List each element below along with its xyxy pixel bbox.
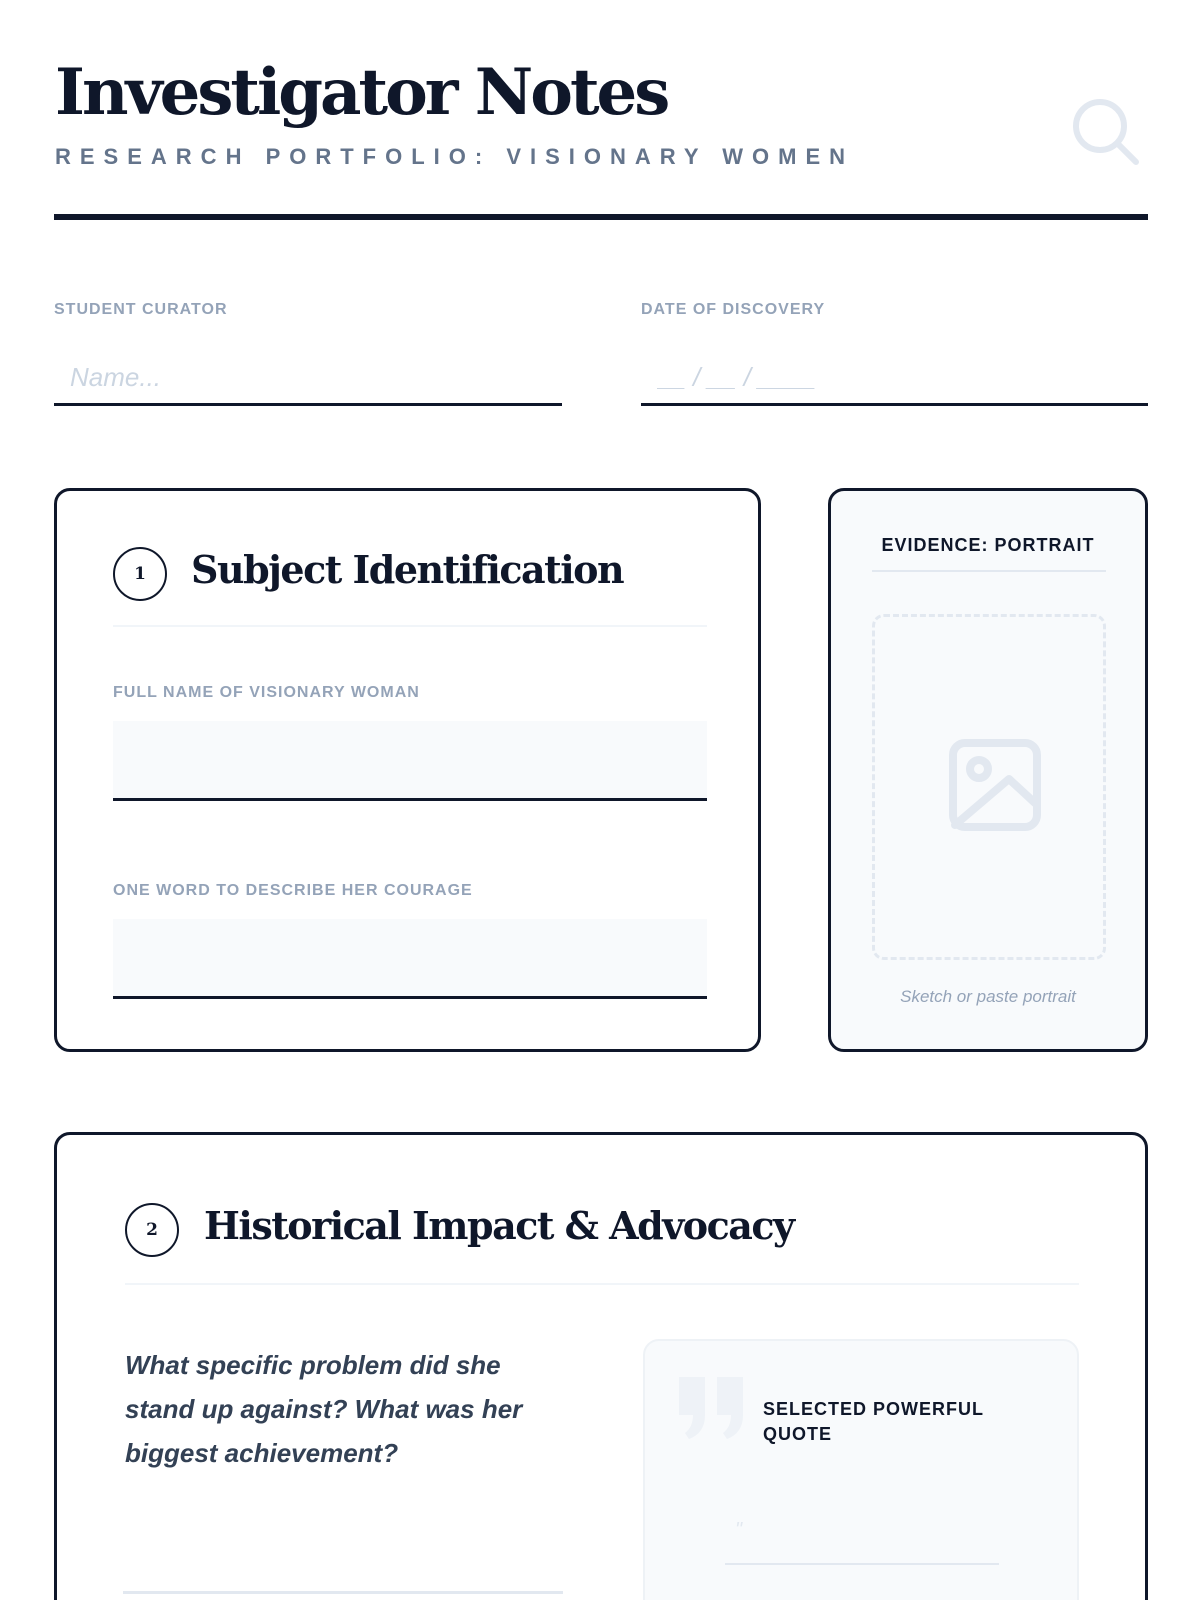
quote-icon: [677, 1375, 745, 1441]
header-rule: [54, 214, 1148, 220]
courage-word-input[interactable]: [113, 919, 707, 999]
answer-line[interactable]: [123, 1591, 563, 1594]
section-divider: [125, 1283, 1079, 1285]
section-number-badge: 2: [125, 1203, 179, 1257]
section-title: Historical Impact & Advocacy: [204, 1203, 794, 1248]
portrait-evidence-card: [828, 488, 1148, 1052]
page-title: Investigator Notes: [55, 55, 668, 130]
student-curator-input[interactable]: [54, 352, 562, 406]
subject-identification-card: [54, 488, 761, 1052]
image-icon: [947, 737, 1043, 833]
quote-label: SELECTED POWERFUL QUOTE: [763, 1399, 984, 1444]
quote-input-line[interactable]: [725, 1563, 999, 1565]
date-of-discovery-input[interactable]: [641, 352, 1148, 406]
historical-impact-card: [54, 1132, 1148, 1600]
page-subtitle: RESEARCH PORTFOLIO: VISIONARY WOMEN: [55, 144, 855, 169]
portrait-divider: [872, 570, 1106, 572]
search-icon[interactable]: [1070, 96, 1142, 168]
quote-placeholder: ": [735, 1519, 743, 1541]
portrait-card-title: EVIDENCE: PORTRAIT: [881, 535, 1095, 555]
full-name-input[interactable]: [113, 721, 707, 801]
quote-box: [643, 1339, 1079, 1600]
full-name-label: FULL NAME OF VISIONARY WOMAN: [113, 684, 420, 701]
section-divider: [113, 625, 707, 627]
impact-question: What specific problem did she stand up against? What was her biggest achievement?: [125, 1350, 523, 1468]
portrait-drop-zone[interactable]: [872, 614, 1106, 960]
section-title: Subject Identification: [191, 547, 624, 592]
courage-word-label: ONE WORD TO DESCRIBE HER COURAGE: [113, 882, 473, 899]
student-curator-label: STUDENT CURATOR: [54, 301, 228, 318]
section-number-badge: 1: [113, 547, 167, 601]
portrait-caption: Sketch or paste portrait: [900, 987, 1076, 1006]
date-of-discovery-label: DATE OF DISCOVERY: [641, 301, 826, 318]
